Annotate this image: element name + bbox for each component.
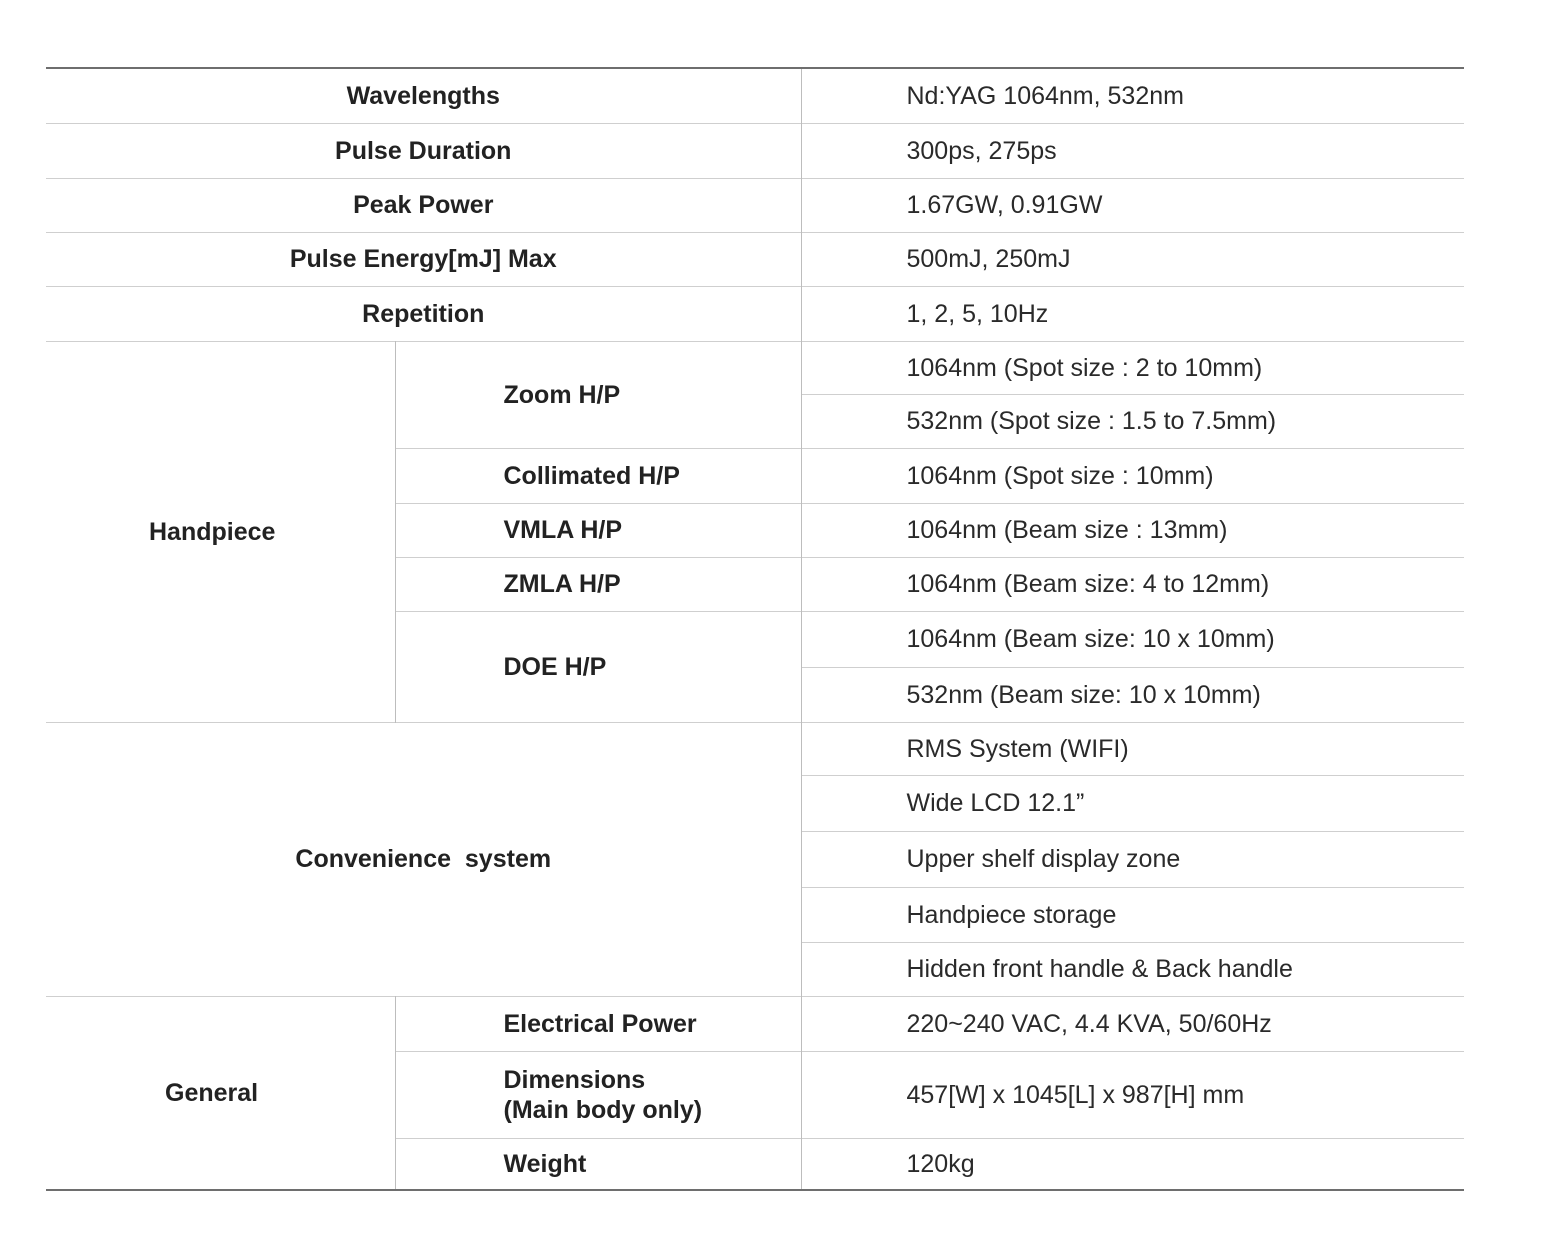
value-peak-power: 1.67GW, 0.91GW — [801, 178, 1464, 232]
table-row-convenience-1 — [46, 722, 1464, 775]
label-vmla-hp: VMLA H/P — [395, 503, 801, 557]
label-doe-hp: DOE H/P — [395, 611, 801, 722]
label-peak-power: Peak Power — [46, 178, 801, 232]
value-handpiece-storage: Handpiece storage — [801, 887, 1464, 942]
value-pulse-duration: 300ps, 275ps — [801, 123, 1464, 178]
value-wide-lcd: Wide LCD 12.1” — [801, 775, 1464, 831]
table-row-pulse-duration — [46, 123, 1464, 178]
label-pulse-energy: Pulse Energy[mJ] Max — [46, 232, 801, 286]
value-electrical-power: 220~240 VAC, 4.4 KVA, 50/60Hz — [801, 996, 1464, 1051]
table-row-zoom-1 — [46, 341, 1464, 394]
label-general: General — [46, 996, 395, 1190]
label-wavelengths: Wavelengths — [46, 68, 801, 123]
value-doe-1064: 1064nm (Beam size: 10 x 10mm) — [801, 611, 1464, 667]
label-repetition: Repetition — [46, 286, 801, 341]
label-dimensions-line1: Dimensions — [503, 1065, 646, 1094]
table-row-peak-power — [46, 178, 1464, 232]
label-convenience-system: Convenience system — [46, 722, 801, 996]
value-wavelengths: Nd:YAG 1064nm, 532nm — [906, 81, 1184, 110]
label-handpiece: Handpiece — [46, 341, 395, 722]
label-dimensions-line2: (Main body only) — [503, 1095, 703, 1124]
label-collimated-hp: Collimated H/P — [395, 448, 801, 503]
value-hidden-handle: Hidden front handle & Back handle — [801, 942, 1464, 996]
table-row-electrical — [46, 996, 1464, 1051]
label-zoom-hp: Zoom H/P — [395, 341, 801, 448]
value-pulse-energy: 500mJ, 250mJ — [801, 232, 1464, 286]
table-row-pulse-energy — [46, 232, 1464, 286]
label-electrical-power: Electrical Power — [395, 996, 801, 1051]
label-pulse-duration: Pulse Duration — [46, 123, 801, 178]
value-doe-532: 532nm (Beam size: 10 x 10mm) — [801, 667, 1464, 722]
value-zoom-1064: 1064nm (Spot size : 2 to 10mm) — [801, 341, 1464, 394]
value-collimated: 1064nm (Spot size : 10mm) — [801, 448, 1464, 503]
spec-table — [46, 67, 1464, 1191]
label-zmla-hp: ZMLA H/P — [395, 557, 801, 611]
label-weight: Weight — [395, 1138, 801, 1190]
label-dimensions — [395, 1051, 801, 1138]
table-row-repetition — [46, 286, 1464, 341]
value-repetition: 1, 2, 5, 10Hz — [801, 286, 1464, 341]
value-zmla: 1064nm (Beam size: 4 to 12mm) — [801, 557, 1464, 611]
value-zoom-532: 532nm (Spot size : 1.5 to 7.5mm) — [801, 394, 1464, 448]
value-dimensions: 457[W] x 1045[L] x 987[H] mm — [801, 1051, 1464, 1138]
table-row-wavelengths — [46, 68, 1464, 123]
value-upper-shelf: Upper shelf display zone — [801, 831, 1464, 887]
value-weight: 120kg — [801, 1138, 1464, 1190]
value-rms-system: RMS System (WIFI) — [801, 722, 1464, 775]
value-vmla: 1064nm (Beam size : 13mm) — [801, 503, 1464, 557]
